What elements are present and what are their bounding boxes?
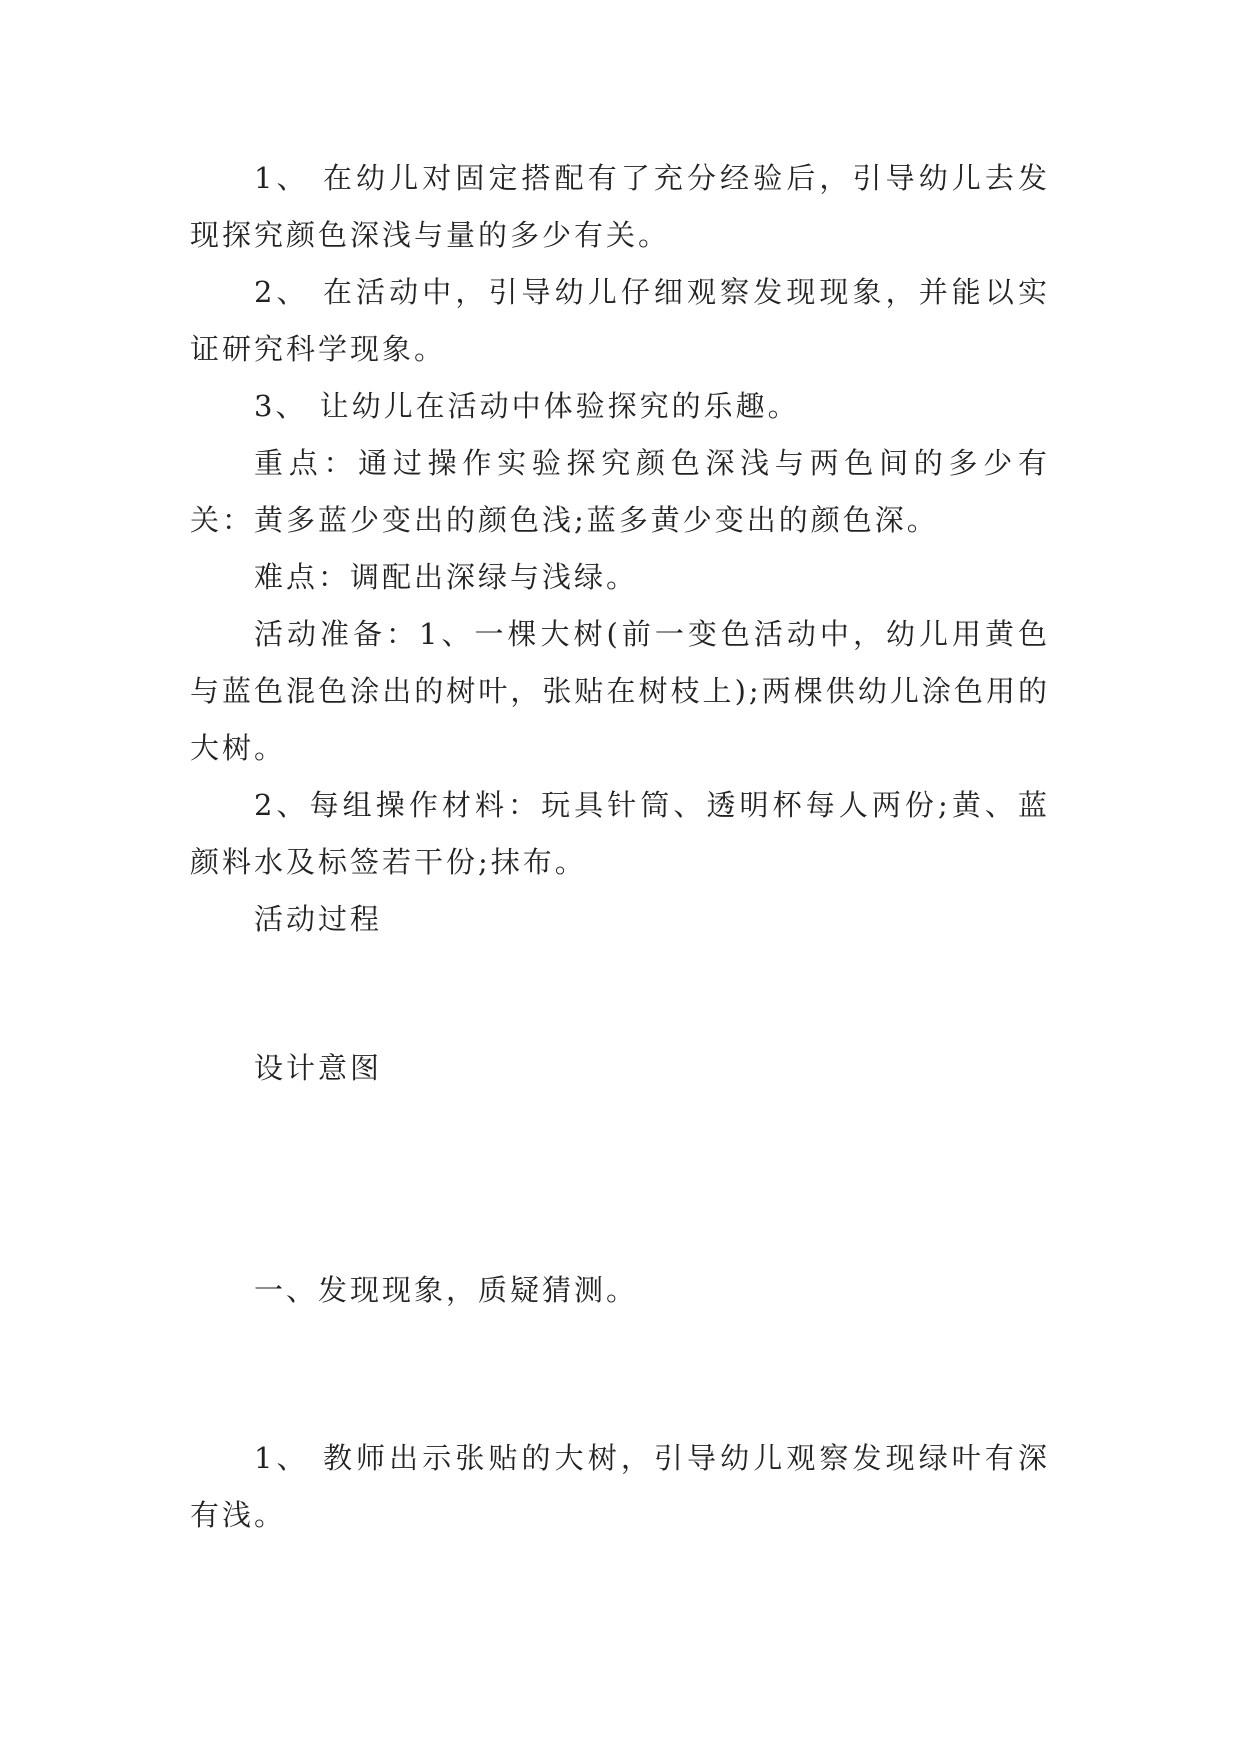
goal-paragraph-3: 3、 让幼儿在活动中体验探究的乐趣。 <box>254 389 800 423</box>
design-intent-block <box>190 1040 1050 1097</box>
step-paragraph-1: 1、 教师出示张贴的大树，引导幼儿观察发现绿叶有深有浅。 <box>190 1441 1050 1532</box>
key-point-paragraph: 重点：通过操作实验探究颜色深浅与两色间的多少有关：黄多蓝少变出的颜色浅;蓝多黄少变出的颜色深。 <box>190 446 1050 537</box>
goal-paragraph-1: 1、 在幼儿对固定搭配有了充分经验后，引导幼儿去发现探究颜色深浅与量的多少有关。 <box>190 161 1050 252</box>
body-text-bottom <box>190 1430 1050 1544</box>
preparation-paragraph-2: 2、每组操作材料：玩具针筒、透明杯每人两份;黄、蓝颜料水及标签若干份;抹布。 <box>190 788 1050 879</box>
preparation-paragraph-1: 活动准备：1、一棵大树(前一变色活动中，幼儿用黄色与蓝色混色涂出的树叶，张贴在树枝上);两棵供幼儿涂色用的大树。 <box>190 617 1050 765</box>
section-one-block <box>190 1262 1050 1319</box>
difficulty-paragraph: 难点：调配出深绿与浅绿。 <box>254 560 639 594</box>
body-text-top <box>190 150 1050 948</box>
goal-paragraph-2: 2、 在活动中，引导幼儿仔细观察发现现象，并能以实证研究科学现象。 <box>190 275 1050 366</box>
design-intent-heading: 设计意图 <box>254 1051 383 1085</box>
section-one-heading: 一、发现现象，质疑猜测。 <box>254 1273 639 1307</box>
activity-process-heading: 活动过程 <box>254 902 383 936</box>
